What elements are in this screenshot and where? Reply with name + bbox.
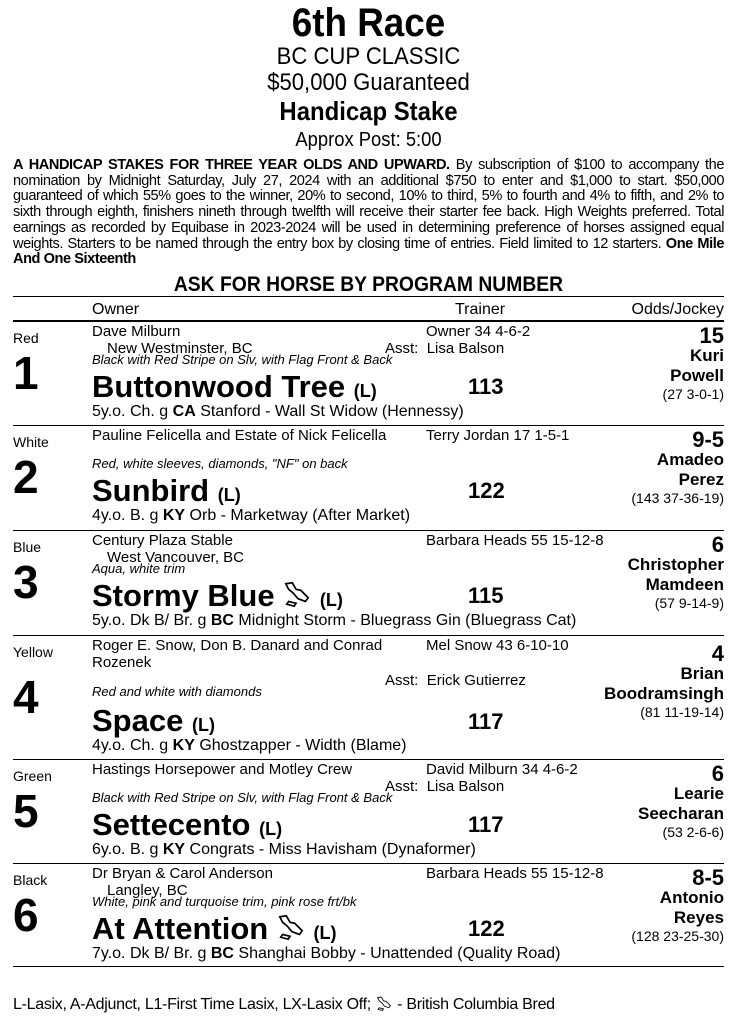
age-sex: 5y.o. Dk B/ Br. g xyxy=(92,611,211,629)
jockey-record: (81 11-19-14) xyxy=(640,703,724,720)
medication-code: (L) xyxy=(353,380,377,401)
program-number: 2 xyxy=(13,450,39,503)
breeding-line xyxy=(92,403,464,421)
assigned-weight: 122 xyxy=(468,477,505,503)
owner-location: New Westminster, BC xyxy=(107,339,253,357)
pedigree: Orb - Marketway (After Market) xyxy=(185,506,411,524)
trainer-name: Barbara Heads 55 15-12-8 xyxy=(426,864,604,882)
race-conditions xyxy=(13,158,724,268)
entries-list xyxy=(0,322,737,967)
race-name: BC CUP CLASSIC xyxy=(276,43,461,70)
column-header xyxy=(13,296,724,322)
bc-bred-icon xyxy=(375,996,393,1011)
owner-location: Langley, BC xyxy=(107,881,188,899)
medication-code: (L) xyxy=(191,714,215,735)
program-number-heading: ASK FOR HORSE BY PROGRAM NUMBER xyxy=(173,272,564,296)
jockey-first-name: Amadeo xyxy=(656,449,724,469)
jockey-last-name: Powell xyxy=(670,365,724,385)
race-title: 6th Race xyxy=(291,1,446,45)
silks-description: Red and white with diamonds xyxy=(92,683,262,699)
saddlecloth-color: Green xyxy=(13,767,52,784)
jockey-last-name: Seecharan xyxy=(638,803,724,823)
silks-description: Aqua, white trim xyxy=(92,560,186,576)
silks-description: Black with Red Stripe on Slv, with Flag Front & Back xyxy=(92,351,393,367)
assistant-label: Asst: xyxy=(385,339,419,357)
saddlecloth-color: Red xyxy=(13,329,39,346)
assigned-weight: 117 xyxy=(468,811,504,837)
trainer-name: Terry Jordan 17 1-5-1 xyxy=(426,426,570,444)
pedigree: Midnight Storm - Bluegrass Gin (Bluegrass Cat) xyxy=(233,611,577,629)
breeding-line xyxy=(92,945,560,963)
trainer-name: Barbara Heads 55 15-12-8 xyxy=(426,531,604,549)
breeding-line xyxy=(92,737,407,755)
assistant-label: Asst: xyxy=(385,671,419,689)
age-sex: 4y.o. Ch. g xyxy=(92,736,173,754)
bred-state: BC xyxy=(210,944,234,962)
jockey-first-name: Kuri xyxy=(690,345,724,365)
conditions-lead: A HANDICAP STAKES FOR THREE YEAR OLDS AND UPWARD. xyxy=(13,157,450,173)
horse-name: Stormy Blue xyxy=(92,577,275,613)
saddlecloth-color: White xyxy=(13,433,49,450)
jockey-last-name: Mamdeen xyxy=(645,574,724,594)
trainer-column-label: Trainer xyxy=(455,300,506,318)
jockey-record: (57 9-14-9) xyxy=(654,594,724,611)
program-number: 3 xyxy=(13,555,39,608)
age-sex: 5y.o. Ch. g xyxy=(92,402,173,420)
bred-state: KY xyxy=(172,736,195,754)
owner-location: West Vancouver, BC xyxy=(107,548,245,566)
medication-code: (L) xyxy=(319,589,343,610)
pedigree: Shanghai Bobby - Unattended (Quality Road) xyxy=(233,944,561,962)
morning-line-odds: 4 xyxy=(711,640,724,666)
jockey-first-name: Antonio xyxy=(659,887,724,907)
medication-code: (L) xyxy=(259,818,283,839)
owner-name-cont: Rozenek xyxy=(92,653,152,671)
jockey-record: (53 2-6-6) xyxy=(662,823,724,840)
assistant-name: Lisa Balson xyxy=(426,777,505,795)
trainer-name: Owner 34 4-6-2 xyxy=(426,322,531,340)
conditions-body: By subscription of $100 to accompany the nomination by Midnight Saturday, July 27, 2024 with an additional $750 to enter and $1,000 to start. $50,000 guaranteed of which 55% goes to the winner, 20% to second, 10% to third, 5% to fourth and 4% to fifth, and 2% to sixth through eighth, finishers nineth through twelfth will receive their starter fee back. High Weights preferred. Total earnings as recorded by Equibase in 2023-2024 will be used in determining preference of horses assigned equal weights. Starters to be named through the entry box by closing time of entries. Field limited to 12 starters. xyxy=(13,157,724,252)
assigned-weight: 115 xyxy=(468,582,504,608)
jockey-first-name: Christopher xyxy=(627,554,724,574)
entry-row xyxy=(13,760,724,864)
owner-name: Dave Milburn xyxy=(92,322,181,340)
horse-name: Buttonwood Tree xyxy=(92,368,346,404)
race-header xyxy=(0,0,737,152)
pedigree: Stanford - Wall St Widow (Hennessy) xyxy=(195,402,464,420)
silks-description: White, pink and turquoise trim, pink rose frt/bk xyxy=(92,893,357,909)
assigned-weight: 122 xyxy=(468,915,505,941)
owner-name: Pauline Felicella and Estate of Nick Felicella xyxy=(92,426,387,444)
bc-bred-icon xyxy=(277,913,305,941)
pedigree: Ghostzapper - Width (Blame) xyxy=(194,736,407,754)
program-number: 1 xyxy=(13,346,39,399)
owner-name: Dr Bryan & Carol Anderson xyxy=(92,864,273,882)
jockey-last-name: Boodramsingh xyxy=(604,683,724,703)
assistant-trainer xyxy=(385,672,526,689)
program-number: 5 xyxy=(13,784,39,837)
jockey-last-name: Reyes xyxy=(673,907,724,927)
program-number: 6 xyxy=(13,888,39,941)
assistant-name: Erick Gutierrez xyxy=(426,671,526,689)
medication-code: (L) xyxy=(313,922,337,943)
silks-description: Red, white sleeves, diamonds, "NF" on back xyxy=(92,455,348,471)
morning-line-odds: 6 xyxy=(711,531,724,557)
pedigree: Congrats - Miss Havisham (Dynaformer) xyxy=(185,840,476,858)
age-sex: 7y.o. Dk B/ Br. g xyxy=(92,944,211,962)
breeding-line xyxy=(92,841,476,859)
race-purse: $50,000 Guaranteed xyxy=(267,69,470,96)
entry-row xyxy=(13,864,724,967)
jockey-first-name: Brian xyxy=(680,663,724,683)
jockey-record: (128 23-25-30) xyxy=(631,927,724,944)
entry-row xyxy=(13,636,724,760)
medication-code: (L) xyxy=(217,484,241,505)
entry-row xyxy=(13,426,724,531)
post-time: Approx Post: 5:00 xyxy=(295,129,442,151)
jockey-record: (27 3-0-1) xyxy=(662,385,724,402)
bred-state: KY xyxy=(162,840,186,858)
bc-bred-icon xyxy=(283,580,311,608)
entry-row xyxy=(13,322,724,426)
assigned-weight: 113 xyxy=(468,373,504,399)
horse-name: At Attention xyxy=(92,910,269,946)
morning-line-odds: 8-5 xyxy=(692,864,724,890)
saddlecloth-color: Black xyxy=(13,871,48,888)
assistant-label: Asst: xyxy=(385,777,419,795)
bred-state: BC xyxy=(210,611,234,629)
jockey-first-name: Learie xyxy=(673,783,724,803)
program-number: 4 xyxy=(13,670,39,723)
jockey-last-name: Perez xyxy=(678,469,724,489)
breeding-line xyxy=(92,507,410,525)
owner-column-label: Owner xyxy=(92,300,140,318)
assistant-trainer xyxy=(385,340,504,357)
odds-jockey-column-label: Odds/Jockey xyxy=(631,300,724,318)
morning-line-odds: 15 xyxy=(699,322,724,348)
assistant-trainer xyxy=(385,778,504,795)
age-sex: 4y.o. B. g xyxy=(92,506,163,524)
legend-footer xyxy=(13,996,555,1014)
morning-line-odds: 6 xyxy=(711,760,724,786)
age-sex: 6y.o. B. g xyxy=(92,840,163,858)
legend-text: L-Lasix, A-Adjunct, L1-First Time Lasix, LX-Lasix Off; xyxy=(13,996,376,1013)
race-type: Handicap Stake xyxy=(279,96,458,126)
breeding-line xyxy=(92,612,576,630)
silks-description: Black with Red Stripe on Slv, with Flag Front & Back xyxy=(92,789,393,805)
bred-state: KY xyxy=(162,506,186,524)
saddlecloth-color: Yellow xyxy=(13,643,53,660)
horse-name: Sunbird xyxy=(92,472,210,508)
trainer-name: Mel Snow 43 6-10-10 xyxy=(426,636,569,654)
bc-bred-legend: - British Columbia Bred xyxy=(393,996,555,1013)
morning-line-odds: 9-5 xyxy=(692,426,724,452)
jockey-record: (143 37-36-19) xyxy=(631,489,724,506)
bred-state: CA xyxy=(172,402,196,420)
assistant-name: Lisa Balson xyxy=(426,339,505,357)
horse-name: Space xyxy=(92,702,184,738)
owner-name: Century Plaza Stable xyxy=(92,531,233,549)
horse-name: Settecento xyxy=(92,806,251,842)
assigned-weight: 117 xyxy=(468,708,504,734)
race-distance: One Mile And One Sixteenth xyxy=(13,235,724,268)
entry-row xyxy=(13,531,724,636)
saddlecloth-color: Blue xyxy=(13,538,42,555)
owner-name: Roger E. Snow, Don B. Danard and Conrad xyxy=(92,636,383,654)
trainer-name: David Milburn 34 4-6-2 xyxy=(426,760,578,778)
owner-name: Hastings Horsepower and Motley Crew xyxy=(92,760,353,778)
